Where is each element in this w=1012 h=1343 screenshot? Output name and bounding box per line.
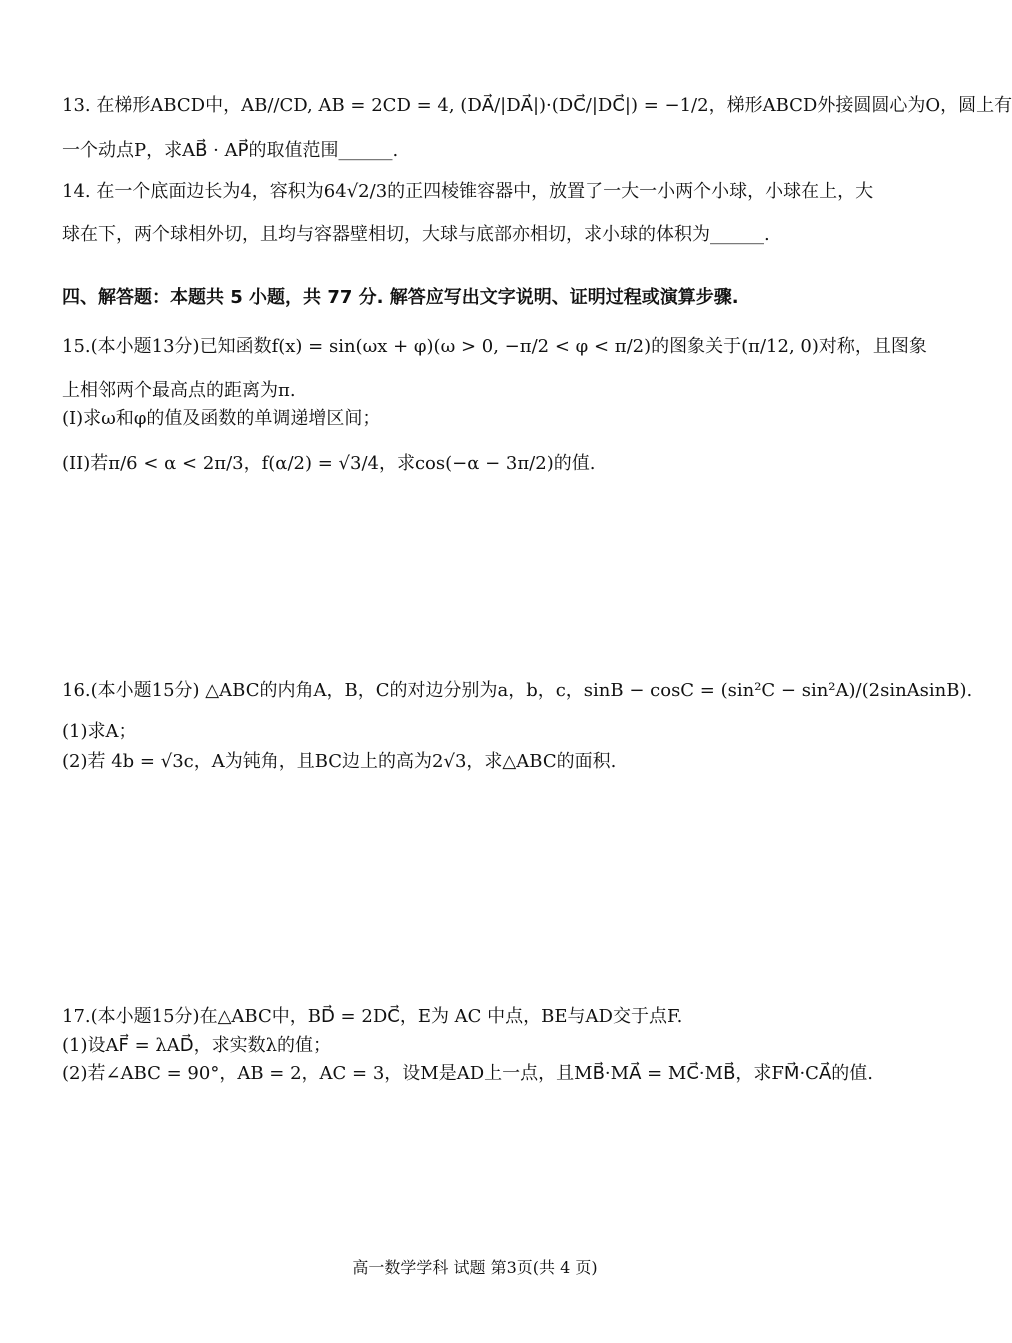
q14-line2: 球在下，两个球相外切，且均与容器壁相切，大球与底部亦相切，求小球的体积为______.	[62, 224, 770, 245]
q16-line1: 16.(本小题15分) △ABC的内角A，B，C的对边分别为a，b，c，sinB − cosC = (sin²C − sin²A)/(2sinAsinB).	[62, 680, 973, 701]
q16-part2: (2)若 4b = √3c，A为钝角，且BC边上的高为2√3，求△ABC的面积.	[62, 751, 617, 772]
q13-line2: 一个动点P，求AB⃗ · AP⃗的取值范围______.	[62, 140, 399, 161]
q15-line2: 上相邻两个最高点的距离为π.	[62, 380, 296, 401]
page-footer: 高一数学学科 试题 第3页(共 4 页)	[352, 1258, 598, 1277]
q13-line1: 13. 在梯形ABCD中，AB//CD, AB = 2CD = 4, (DA⃗/|DA⃗|)·(DC⃗/|DC⃗|) = −1/2，梯形ABCD外接圆圆心为O，圆上有	[62, 95, 1012, 116]
q15-part1: (I)求ω和φ的值及函数的单调递增区间；	[62, 408, 381, 429]
q15-line1: 15.(本小题13分)已知函数f(x) = sin(ωx + φ)(ω > 0, −π/2 < φ < π/2)的图象关于(π/12, 0)对称，且图象	[62, 336, 927, 357]
q15-part2: (II)若π/6 < α < 2π/3，f(α/2) = √3/4，求cos(−α − 3π/2)的值.	[62, 453, 596, 474]
q14-line1: 14. 在一个底面边长为4，容积为64√2/3的正四棱锥容器中，放置了一大一小两个小球，小球在上，大	[62, 181, 874, 202]
q17-part1: (1)设AF⃗ = λAD⃗，求实数λ的值；	[62, 1035, 332, 1056]
q16-part1: (1)求A；	[62, 721, 137, 742]
q17-part2: (2)若∠ABC = 90°，AB = 2，AC = 3，设M是AD上一点，且MB⃗·MA⃗ = MC⃗·MB⃗，求FM⃗·CA⃗的值.	[62, 1063, 873, 1084]
q17-line1: 17.(本小题15分)在△ABC中，BD⃗ = 2DC⃗，E为 AC 中点，BE与AD交于点F.	[62, 1006, 683, 1027]
section-four-title: 四、解答题：本题共 5 小题，共 77 分. 解答应写出文字说明、证明过程或演算步骤.	[62, 287, 739, 308]
